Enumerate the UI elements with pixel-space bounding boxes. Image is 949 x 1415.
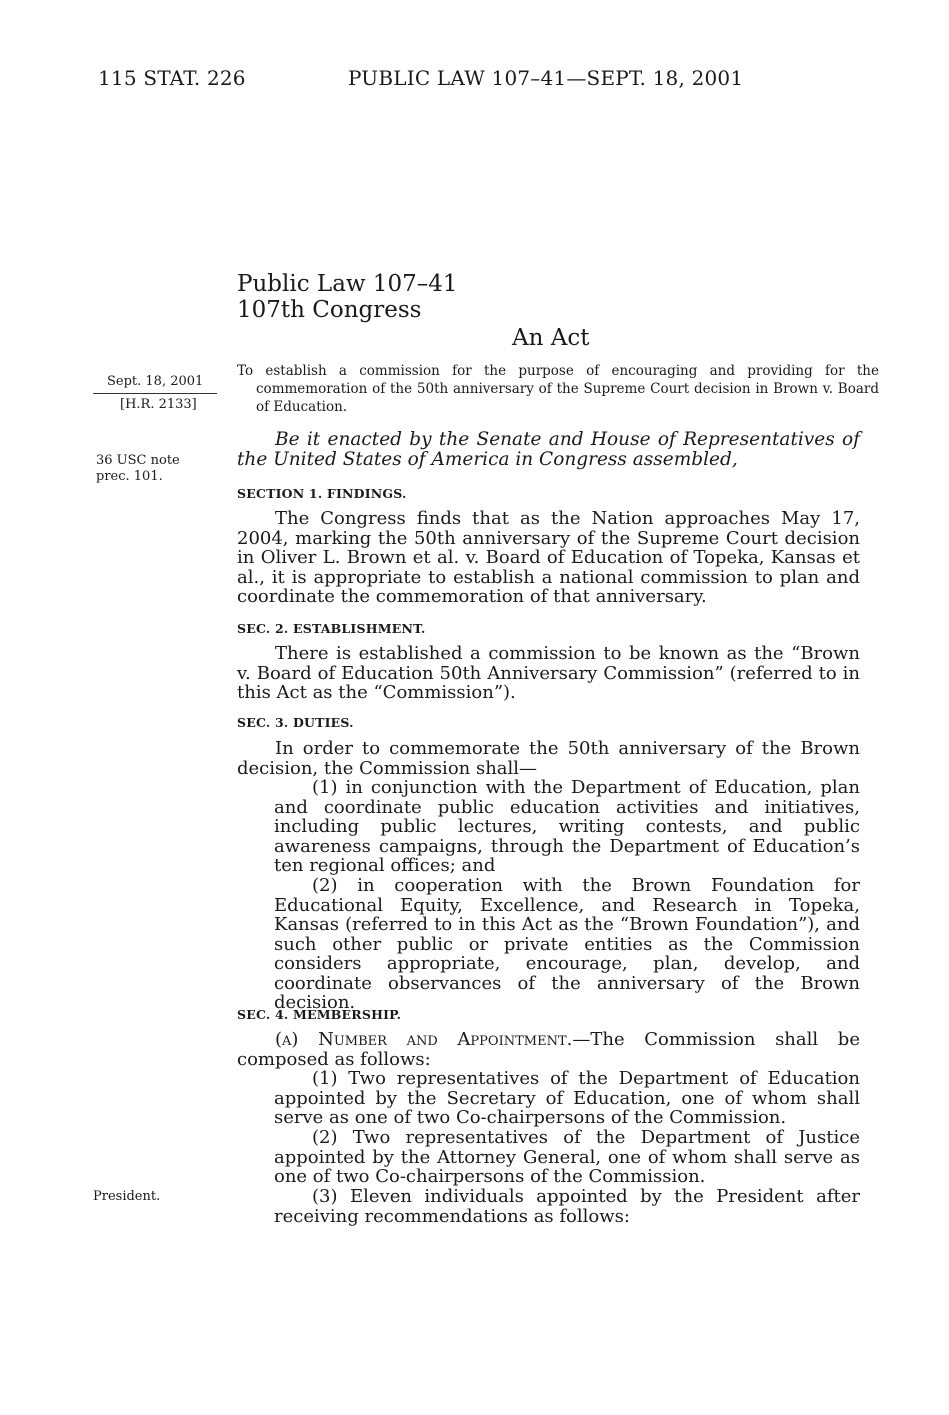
section-1-heading: SECTION 1. FINDINGS. [237,486,407,501]
subsection-a-heading: (a) Number and Appointment. [275,1029,573,1050]
section-4-subsection-a [237,1030,860,1069]
margin-rule [93,393,217,394]
congress-title: 107th Congress [237,297,422,323]
margin-bill-number: [H.R. 2133] [120,397,197,412]
enacting-clause: Be it enacted by the Senate and House of Representatives of the United States of America in Congress assembled, [237,429,860,470]
margin-usc-note: 36 USC note [96,453,180,468]
page-stat-citation: 115 STAT. 226 [98,66,246,90]
section-3-heading: SEC. 3. DUTIES. [237,715,354,730]
subsection-a-text: —The Commission shall be composed as follows: [237,1029,860,1070]
section-3-paragraph-1: (1) in conjunction with the Department of Education, plan and coordinate public education activities and initiatives, including public lectures, writing contests, and public awareness campaigns, through the Department of Education’s ten regional offices; and [274,777,860,876]
running-header: PUBLIC LAW 107–41—SEPT. 18, 2001 [348,66,744,90]
margin-date: Sept. 18, 2001 [107,374,204,389]
section-4-paragraph-2: (2) Two representatives of the Department of Justice appointed by the Attorney General, one of whom shall serve as one of two Co-chairpersons of the Commission. [274,1127,860,1187]
section-2-heading: SEC. 2. ESTABLISHMENT. [237,621,426,636]
section-3-paragraph-2: (2) in cooperation with the Brown Foundation for Educational Equity, Excellence, and Research in Topeka, Kansas (referred to in this Act as the “Brown Foundation”), and such other public or private entities as the Commission considers appropriate, encourage, plan, develop, and coordinate observances of the anniversary of the Brown decision. [274,875,860,1013]
act-purpose: To establish a commission for the purpose of encouraging and providing for the commemoration of the 50th anniversary of the Supreme Court decision in Brown v. Board of Education. [237,363,879,415]
law-title: Public Law 107–41 [237,271,458,297]
section-1-text: The Congress finds that as the Nation approaches May 17, 2004, marking the 50th anniversary of the Supreme Court decision in Oliver L. Brown et al. v. Board of Education of Topeka, Kansas et al., it is appropriate to establish a national commission to plan and coordinate the commemoration of that anniversary. [237,508,860,607]
margin-usc-prec: prec. 101. [96,469,163,484]
section-4-heading: SEC. 4. MEMBERSHIP. [237,1007,402,1022]
section-2-text: There is established a commission to be known as the “Brown v. Board of Education 50th Anniversary Commission” (referred to in this Act as the “Commission”). [237,643,860,703]
margin-president: President. [93,1189,161,1204]
act-heading: An Act [512,325,590,351]
section-4-paragraph-1: (1) Two representatives of the Department of Education appointed by the Secretary of Education, one of whom shall serve as one of two Co-chairpersons of the Commission. [274,1068,860,1128]
section-4-paragraph-3: (3) Eleven individuals appointed by the President after receiving recommendations as follows: [274,1186,860,1227]
section-3-intro: In order to commemorate the 50th anniversary of the Brown decision, the Commission shall— [237,738,860,779]
